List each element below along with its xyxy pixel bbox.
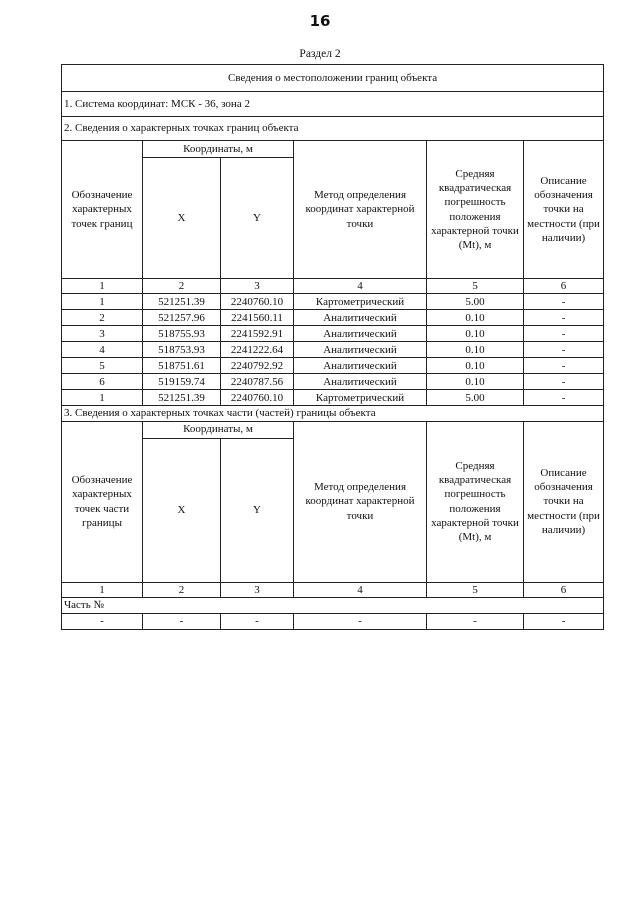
- column-number: 4: [294, 279, 427, 294]
- column-number: 3: [221, 279, 294, 294]
- column-number: 3: [221, 582, 294, 597]
- x-cell: 521251.39: [143, 390, 221, 406]
- x-cell: 519159.74: [143, 374, 221, 390]
- error-cell: 5.00: [427, 294, 524, 310]
- empty-part-row: [62, 613, 604, 629]
- column-number: 2: [143, 582, 221, 597]
- section1-title: 2. Сведения о характерных точках границ объекта: [62, 117, 604, 141]
- part-label: Часть №: [62, 597, 604, 613]
- table-row: [62, 342, 604, 358]
- header-method: Метод определения координат характерной точки: [294, 141, 427, 279]
- table-row: [62, 326, 604, 342]
- method-cell: Аналитический: [294, 358, 427, 374]
- error-cell: 0.10: [427, 326, 524, 342]
- error-cell: 0.10: [427, 342, 524, 358]
- method-cell: Аналитический: [294, 374, 427, 390]
- column-number: 1: [62, 582, 143, 597]
- y-cell: 2240760.10: [221, 390, 294, 406]
- table-row: [62, 374, 604, 390]
- column-numbers-row: [62, 279, 604, 294]
- error-cell: 0.10: [427, 310, 524, 326]
- description-cell: -: [524, 294, 604, 310]
- description-cell: -: [524, 390, 604, 406]
- header2-coords: Координаты, м: [143, 421, 294, 438]
- page-number: 16: [309, 12, 331, 30]
- description-cell: -: [524, 358, 604, 374]
- column-number: 6: [524, 582, 604, 597]
- header2-y: Y: [221, 438, 294, 582]
- header2-method: Метод определения координат характерной точки: [294, 421, 427, 582]
- y-cell: 2241560.11: [221, 310, 294, 326]
- table-row: [62, 390, 604, 406]
- description-cell: -: [524, 342, 604, 358]
- point-cell: 4: [62, 342, 143, 358]
- header2-description: Описание обозначения точки на местности (при наличии): [524, 421, 604, 582]
- table-row: [62, 358, 604, 374]
- y-cell: 2240787.56: [221, 374, 294, 390]
- section2-title: 3. Сведения о характерных точках части (частей) границы объекта: [62, 406, 604, 421]
- header-error: Средняя квадратическая погрешность положения характерной точки (Mt), м: [427, 141, 524, 279]
- header-y: Y: [221, 158, 294, 279]
- method-cell: Аналитический: [294, 310, 427, 326]
- header2-error: Средняя квадратическая погрешность положения характерной точки (Mt), м: [427, 421, 524, 582]
- x-cell: 518751.61: [143, 358, 221, 374]
- x-cell: 518753.93: [143, 342, 221, 358]
- y-cell: 2241222.64: [221, 342, 294, 358]
- point-cell: 5: [62, 358, 143, 374]
- table-title: Сведения о местоположении границ объекта: [62, 65, 604, 92]
- empty-cell: -: [221, 613, 294, 629]
- description-cell: -: [524, 310, 604, 326]
- empty-cell: -: [427, 613, 524, 629]
- column-number: 6: [524, 279, 604, 294]
- y-cell: 2240760.10: [221, 294, 294, 310]
- boundaries-table: [61, 64, 604, 630]
- method-cell: Картометрический: [294, 390, 427, 406]
- x-cell: 521257.96: [143, 310, 221, 326]
- empty-cell: -: [62, 613, 143, 629]
- point-cell: 6: [62, 374, 143, 390]
- table-row: [62, 310, 604, 326]
- header2-designation: Обозначение характерных точек части границы: [62, 421, 143, 582]
- header-coords: Координаты, м: [143, 141, 294, 158]
- x-cell: 521251.39: [143, 294, 221, 310]
- point-cell: 2: [62, 310, 143, 326]
- section-label: Раздел 2: [299, 48, 341, 60]
- x-cell: 518755.93: [143, 326, 221, 342]
- description-cell: -: [524, 374, 604, 390]
- point-cell: 1: [62, 390, 143, 406]
- error-cell: 0.10: [427, 358, 524, 374]
- header-designation: Обозначение характерных точек границ: [62, 141, 143, 279]
- header2-x: X: [143, 438, 221, 582]
- point-cell: 1: [62, 294, 143, 310]
- description-cell: -: [524, 326, 604, 342]
- header-x: X: [143, 158, 221, 279]
- point-cell: 3: [62, 326, 143, 342]
- error-cell: 0.10: [427, 374, 524, 390]
- column-number: 5: [427, 279, 524, 294]
- header-description: Описание обозначения точки на местности (при наличии): [524, 141, 604, 279]
- column-number: 2: [143, 279, 221, 294]
- column-numbers-row-2: [62, 582, 604, 597]
- empty-cell: -: [143, 613, 221, 629]
- empty-cell: -: [524, 613, 604, 629]
- method-cell: Аналитический: [294, 326, 427, 342]
- error-cell: 5.00: [427, 390, 524, 406]
- y-cell: 2241592.91: [221, 326, 294, 342]
- empty-cell: -: [294, 613, 427, 629]
- table-row: [62, 294, 604, 310]
- y-cell: 2240792.92: [221, 358, 294, 374]
- method-cell: Картометрический: [294, 294, 427, 310]
- coordinate-system: 1. Система координат: МСК - 36, зона 2: [62, 92, 604, 117]
- column-number: 4: [294, 582, 427, 597]
- column-number: 1: [62, 279, 143, 294]
- method-cell: Аналитический: [294, 342, 427, 358]
- column-number: 5: [427, 582, 524, 597]
